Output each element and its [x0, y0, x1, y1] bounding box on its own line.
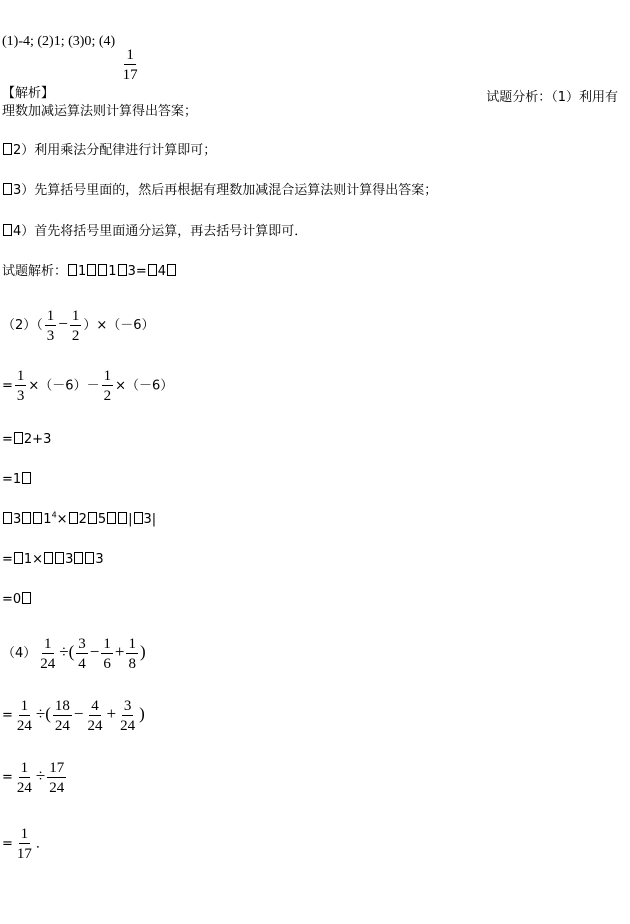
- solution-q2-line3: =1: [2, 472, 32, 488]
- solution-q2-line2: = 2+3: [2, 432, 52, 447]
- missing-glyph-icon: [3, 224, 12, 236]
- analysis-p2: 2）利用乘法分配律进行计算即可；: [2, 143, 216, 159]
- solution-q2: （2）（ $\frac{1}{3}$ − $\frac{1}{2}$ ）×（－6）: [2, 307, 155, 344]
- answer-3: (3)0: [68, 34, 92, 49]
- missing-glyph-icon: [3, 183, 12, 195]
- solution-q2-line1: = $\frac{1}{3}$ ×（－6）－ $\frac{1}{2}$ ×（－6）: [2, 368, 174, 404]
- missing-glyph-icon: [3, 143, 12, 155]
- answer-line: (1)-4; (2)1; (3)0; (4) $\frac{1}{17}$: [2, 34, 138, 83]
- solution-q3-line3: =0: [2, 592, 32, 608]
- answer-4: (4): [98, 34, 116, 49]
- answer-4-fraction: $\frac{1}{17}$: [122, 47, 138, 83]
- solution-q4: （4） $\frac{1}{24}$ ÷( $\frac{3}{4}$ − $\frac{1}{6}$ + $\frac{1}{8}$ ): [2, 635, 146, 672]
- analysis-tag: 【解析】: [2, 86, 55, 101]
- analysis-p4: 4）首先将括号里面通分运算，再去括号计算即可．: [2, 224, 307, 240]
- answer-1: (1)-4: [2, 34, 30, 49]
- analysis-intro: 试题分析：（1）利用有: [486, 90, 618, 105]
- analysis-p3: 3）先算括号里面的，然后再根据有理数加减混合运算法则计算得出答案；: [2, 183, 437, 199]
- analysis-p1: 理数加减运算法则计算得出答案；: [2, 104, 198, 119]
- solution-q3-line1: 3 $1^4\times 2$ 5 | 3|: [2, 512, 156, 528]
- solution-q3-line2: = 1× 3 3: [2, 552, 104, 567]
- solution-q4-line1: = $\frac{1}{24}$ ÷( $\frac{18}{24}$ − $\frac{4}{24}$ + $\frac{3}{24}$ ): [2, 697, 145, 734]
- solution-q4-line3: = $\frac{1}{17}$ ．: [2, 826, 49, 862]
- solution-s1: 试题解析： 1 1 3= 4: [2, 264, 177, 280]
- solution-q4-line2: = $\frac{1}{24}$ ÷ $\frac{17}{24}$: [2, 759, 65, 796]
- answer-2: (2)1: [37, 34, 61, 49]
